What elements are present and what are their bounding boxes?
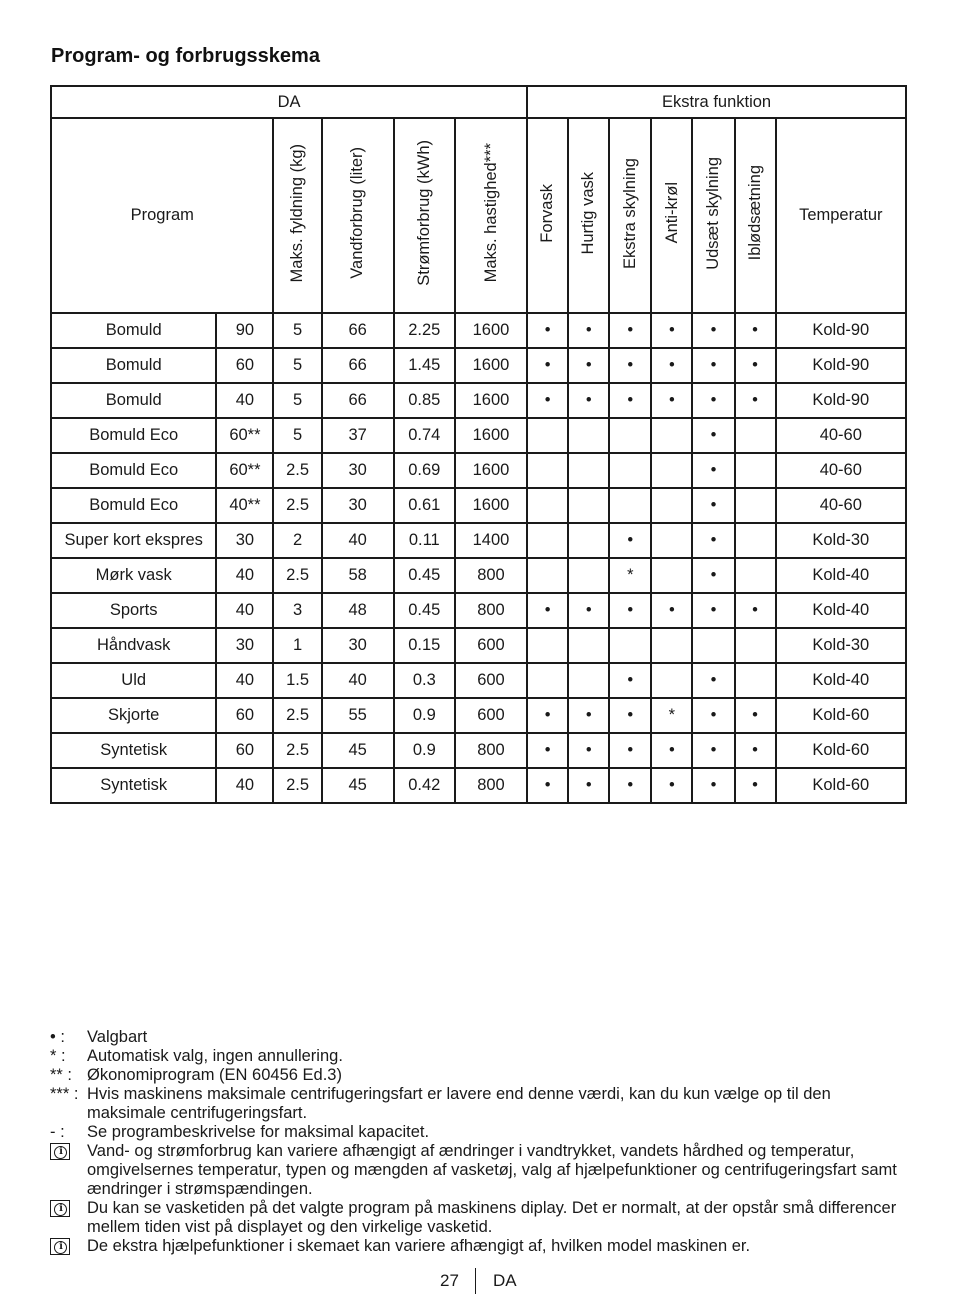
function-mark-cell: • bbox=[609, 768, 651, 803]
function-mark-cell: • bbox=[735, 383, 776, 418]
function-mark-cell bbox=[568, 523, 609, 558]
temp-cell: 30 bbox=[216, 523, 273, 558]
info-icon bbox=[50, 1238, 70, 1255]
function-mark-cell: • bbox=[692, 663, 734, 698]
extra-rinse-header-label: Ekstra skylning bbox=[621, 157, 640, 269]
function-mark-cell: • bbox=[735, 768, 776, 803]
speed-cell: 800 bbox=[455, 733, 527, 768]
table-row bbox=[51, 698, 906, 733]
program-name-cell: Bomuld bbox=[51, 348, 216, 383]
info-icon-glyph: i bbox=[59, 1241, 63, 1252]
table-row bbox=[51, 733, 906, 768]
footnote-text: Valgbart bbox=[87, 1028, 148, 1046]
function-mark-cell bbox=[568, 488, 609, 523]
temperature-range-cell: Kold-30 bbox=[776, 628, 906, 663]
function-mark-cell bbox=[651, 663, 692, 698]
function-mark-cell: • bbox=[568, 593, 609, 628]
info-note bbox=[50, 1199, 910, 1237]
program-name-cell: Syntetisk bbox=[51, 733, 216, 768]
table-row bbox=[51, 593, 906, 628]
function-mark-cell: • bbox=[609, 733, 651, 768]
soak-header-label: Iblødsætning bbox=[745, 165, 764, 261]
function-mark-cell bbox=[735, 488, 776, 523]
function-mark-cell bbox=[568, 628, 609, 663]
temperature-range-cell: Kold-40 bbox=[776, 558, 906, 593]
function-mark-cell: • bbox=[527, 593, 568, 628]
footnote-text: Hvis maskinens maksimale centrifugeringsfart er lavere end denne værdi, kan du kun vælge op til den maksimale centrifugeringsfart. bbox=[87, 1085, 831, 1122]
function-mark-cell: • bbox=[609, 663, 651, 698]
function-mark-cell: • bbox=[651, 733, 692, 768]
load-cell: 2.5 bbox=[273, 768, 321, 803]
temperature-range-cell: Kold-30 bbox=[776, 523, 906, 558]
temp-cell: 40 bbox=[216, 768, 273, 803]
extra-rinse-header bbox=[609, 118, 651, 313]
energy-cell: 1.45 bbox=[394, 348, 455, 383]
function-mark-cell bbox=[527, 523, 568, 558]
footnote-symbol: • : bbox=[50, 1028, 65, 1046]
function-mark-cell: • bbox=[692, 453, 734, 488]
speed-cell: 800 bbox=[455, 593, 527, 628]
function-mark-cell bbox=[568, 663, 609, 698]
function-mark-cell: • bbox=[651, 313, 692, 348]
energy-cell: 0.42 bbox=[394, 768, 455, 803]
temperature-range-cell: Kold-90 bbox=[776, 313, 906, 348]
energy-cell: 0.61 bbox=[394, 488, 455, 523]
load-cell: 2.5 bbox=[273, 488, 321, 523]
footnote-symbol: ** : bbox=[50, 1066, 73, 1084]
function-mark-cell bbox=[735, 418, 776, 453]
program-name-cell: Bomuld bbox=[51, 313, 216, 348]
function-mark-cell: • bbox=[651, 348, 692, 383]
function-mark-cell: • bbox=[568, 768, 609, 803]
function-mark-cell: • bbox=[692, 593, 734, 628]
rinse-hold-header bbox=[692, 118, 734, 313]
energy-cell: 0.45 bbox=[394, 593, 455, 628]
temperature-range-cell: Kold-60 bbox=[776, 698, 906, 733]
water-cell: 66 bbox=[322, 383, 394, 418]
info-note bbox=[50, 1237, 910, 1260]
water-cell: 40 bbox=[322, 523, 394, 558]
water-cell: 55 bbox=[322, 698, 394, 733]
function-mark-cell: • bbox=[527, 313, 568, 348]
function-mark-cell bbox=[651, 453, 692, 488]
program-name-cell: Mørk vask bbox=[51, 558, 216, 593]
function-mark-cell: • bbox=[735, 348, 776, 383]
water-cell: 66 bbox=[322, 313, 394, 348]
temp-cell: 60 bbox=[216, 698, 273, 733]
temp-cell: 40 bbox=[216, 663, 273, 698]
temperature-range-cell: 40-60 bbox=[776, 453, 906, 488]
function-mark-cell: • bbox=[527, 698, 568, 733]
speed-header bbox=[455, 118, 527, 313]
table-row bbox=[51, 488, 906, 523]
function-mark-cell bbox=[609, 628, 651, 663]
load-header bbox=[273, 118, 321, 313]
function-mark-cell: • bbox=[527, 348, 568, 383]
info-icon-wrap bbox=[50, 1142, 87, 1165]
function-mark-cell: • bbox=[735, 593, 776, 628]
table-row bbox=[51, 663, 906, 698]
function-mark-cell: • bbox=[651, 768, 692, 803]
function-mark-cell bbox=[735, 523, 776, 558]
water-header bbox=[322, 118, 394, 313]
water-cell: 37 bbox=[322, 418, 394, 453]
energy-cell: 2.25 bbox=[394, 313, 455, 348]
speed-cell: 1400 bbox=[455, 523, 527, 558]
temperature-range-cell: Kold-90 bbox=[776, 348, 906, 383]
function-mark-cell bbox=[692, 628, 734, 663]
rinse-hold-header-label: Udsæt skylning bbox=[704, 156, 723, 270]
language-header: DA bbox=[51, 86, 527, 118]
info-icon-glyph: i bbox=[59, 1146, 63, 1157]
program-name-cell: Sports bbox=[51, 593, 216, 628]
speed-header-label: Maks. hastighed*** bbox=[481, 143, 500, 283]
function-mark-cell bbox=[735, 453, 776, 488]
speed-cell: 600 bbox=[455, 628, 527, 663]
footnote bbox=[50, 1123, 910, 1142]
program-name-cell: Skjorte bbox=[51, 698, 216, 733]
function-mark-cell: • bbox=[568, 383, 609, 418]
program-name-cell: Håndvask bbox=[51, 628, 216, 663]
function-mark-cell: • bbox=[692, 418, 734, 453]
function-mark-cell: • bbox=[692, 523, 734, 558]
load-header-label: Maks. fyldning (kg) bbox=[288, 143, 307, 283]
speed-cell: 600 bbox=[455, 663, 527, 698]
temperature-range-cell: 40-60 bbox=[776, 418, 906, 453]
function-mark-cell: • bbox=[609, 593, 651, 628]
speed-cell: 1600 bbox=[455, 313, 527, 348]
function-mark-cell: • bbox=[609, 523, 651, 558]
water-cell: 30 bbox=[322, 488, 394, 523]
load-cell: 1.5 bbox=[273, 663, 321, 698]
function-mark-cell bbox=[527, 663, 568, 698]
program-header: Program bbox=[51, 118, 273, 313]
function-mark-cell: • bbox=[527, 383, 568, 418]
table-row bbox=[51, 313, 906, 348]
temperature-range-cell: Kold-60 bbox=[776, 768, 906, 803]
load-cell: 3 bbox=[273, 593, 321, 628]
temperature-range-cell: 40-60 bbox=[776, 488, 906, 523]
table-row bbox=[51, 453, 906, 488]
info-note-text: Du kan se vasketiden på det valgte program på maskinens diplay. Det er normalt, at der opstår små differencer mellem tiden vist på displayet og den virkelige vasketid. bbox=[87, 1199, 897, 1236]
speed-cell: 600 bbox=[455, 698, 527, 733]
info-icon-glyph: i bbox=[59, 1203, 63, 1214]
water-header-label: Vandforbrug (liter) bbox=[348, 147, 367, 279]
energy-cell: 0.9 bbox=[394, 698, 455, 733]
energy-cell: 0.11 bbox=[394, 523, 455, 558]
temperature-range-cell: Kold-40 bbox=[776, 593, 906, 628]
function-mark-cell: • bbox=[568, 313, 609, 348]
load-cell: 5 bbox=[273, 348, 321, 383]
energy-header-label: Strømforbrug (kWh) bbox=[415, 140, 434, 286]
water-cell: 45 bbox=[322, 768, 394, 803]
temperature-header: Temperatur bbox=[776, 118, 906, 313]
function-mark-cell: • bbox=[735, 313, 776, 348]
info-icon bbox=[50, 1143, 70, 1160]
footnotes bbox=[50, 1028, 910, 1260]
function-mark-cell: • bbox=[692, 768, 734, 803]
anti-crease-header-label: Anti-krøl bbox=[662, 182, 681, 244]
table-row bbox=[51, 628, 906, 663]
load-cell: 2.5 bbox=[273, 453, 321, 488]
page-title: Program- og forbrugsskema bbox=[51, 45, 320, 67]
footnote bbox=[50, 1085, 910, 1123]
function-mark-cell: • bbox=[692, 698, 734, 733]
temp-cell: 30 bbox=[216, 628, 273, 663]
function-mark-cell bbox=[568, 558, 609, 593]
temp-cell: 60 bbox=[216, 733, 273, 768]
function-mark-cell: • bbox=[568, 348, 609, 383]
program-name-cell: Bomuld bbox=[51, 383, 216, 418]
speed-cell: 1600 bbox=[455, 383, 527, 418]
function-mark-cell: • bbox=[735, 733, 776, 768]
function-mark-cell: • bbox=[609, 348, 651, 383]
function-mark-cell: * bbox=[651, 698, 692, 733]
function-mark-cell: • bbox=[692, 348, 734, 383]
table-row bbox=[51, 383, 906, 418]
load-cell: 2 bbox=[273, 523, 321, 558]
function-mark-cell: • bbox=[568, 698, 609, 733]
function-mark-cell: • bbox=[692, 488, 734, 523]
function-mark-cell: * bbox=[609, 558, 651, 593]
function-mark-cell: • bbox=[692, 383, 734, 418]
temp-cell: 60** bbox=[216, 418, 273, 453]
energy-cell: 0.69 bbox=[394, 453, 455, 488]
function-mark-cell bbox=[609, 418, 651, 453]
energy-header bbox=[394, 118, 455, 313]
temp-cell: 60** bbox=[216, 453, 273, 488]
function-mark-cell: • bbox=[609, 313, 651, 348]
water-cell: 45 bbox=[322, 733, 394, 768]
prewash-header bbox=[527, 118, 568, 313]
function-mark-cell: • bbox=[527, 768, 568, 803]
function-mark-cell: • bbox=[609, 698, 651, 733]
table-row bbox=[51, 348, 906, 383]
function-mark-cell bbox=[735, 663, 776, 698]
speed-cell: 1600 bbox=[455, 453, 527, 488]
speed-cell: 800 bbox=[455, 768, 527, 803]
function-mark-cell: • bbox=[692, 733, 734, 768]
footnote-symbol: *** : bbox=[50, 1085, 79, 1103]
function-mark-cell bbox=[568, 453, 609, 488]
prewash-header-label: Forvask bbox=[538, 183, 557, 243]
function-mark-cell: • bbox=[609, 383, 651, 418]
function-mark-cell: • bbox=[568, 733, 609, 768]
function-mark-cell bbox=[527, 418, 568, 453]
temp-cell: 60 bbox=[216, 348, 273, 383]
function-mark-cell bbox=[651, 418, 692, 453]
footnote bbox=[50, 1066, 910, 1085]
load-cell: 5 bbox=[273, 418, 321, 453]
temp-cell: 90 bbox=[216, 313, 273, 348]
water-cell: 30 bbox=[322, 453, 394, 488]
info-note-text: De ekstra hjælpefunktioner i skemaet kan variere afhængigt af, hvilken model maskinen er. bbox=[87, 1237, 751, 1255]
function-mark-cell: • bbox=[527, 733, 568, 768]
program-name-cell: Uld bbox=[51, 663, 216, 698]
energy-cell: 0.9 bbox=[394, 733, 455, 768]
function-mark-cell bbox=[527, 628, 568, 663]
temperature-range-cell: Kold-60 bbox=[776, 733, 906, 768]
load-cell: 2.5 bbox=[273, 558, 321, 593]
info-icon-wrap bbox=[50, 1199, 87, 1222]
info-note bbox=[50, 1142, 910, 1199]
page-number: 27 bbox=[440, 1271, 459, 1290]
temperature-range-cell: Kold-90 bbox=[776, 383, 906, 418]
function-mark-cell bbox=[609, 488, 651, 523]
soak-header bbox=[735, 118, 776, 313]
footnote bbox=[50, 1028, 910, 1047]
program-name-cell: Super kort ekspres bbox=[51, 523, 216, 558]
function-mark-cell: • bbox=[651, 593, 692, 628]
speed-cell: 800 bbox=[455, 558, 527, 593]
energy-cell: 0.15 bbox=[394, 628, 455, 663]
function-mark-cell bbox=[527, 488, 568, 523]
load-cell: 2.5 bbox=[273, 698, 321, 733]
function-mark-cell: • bbox=[651, 383, 692, 418]
temp-cell: 40 bbox=[216, 558, 273, 593]
table-row bbox=[51, 558, 906, 593]
function-mark-cell bbox=[651, 558, 692, 593]
program-name-cell: Syntetisk bbox=[51, 768, 216, 803]
speed-cell: 1600 bbox=[455, 348, 527, 383]
energy-cell: 0.45 bbox=[394, 558, 455, 593]
water-cell: 66 bbox=[322, 348, 394, 383]
function-mark-cell bbox=[568, 418, 609, 453]
table-row bbox=[51, 418, 906, 453]
footnote-text: Økonomiprogram (EN 60456 Ed.3) bbox=[87, 1066, 342, 1084]
quick-wash-header-label: Hurtig vask bbox=[579, 171, 598, 255]
function-mark-cell bbox=[651, 523, 692, 558]
temp-cell: 40** bbox=[216, 488, 273, 523]
function-mark-cell bbox=[735, 628, 776, 663]
load-cell: 1 bbox=[273, 628, 321, 663]
page-separator bbox=[475, 1268, 476, 1294]
program-name-cell: Bomuld Eco bbox=[51, 418, 216, 453]
speed-cell: 1600 bbox=[455, 488, 527, 523]
info-icon bbox=[50, 1200, 70, 1217]
speed-cell: 1600 bbox=[455, 418, 527, 453]
function-mark-cell bbox=[651, 488, 692, 523]
program-name-cell: Bomuld Eco bbox=[51, 488, 216, 523]
energy-cell: 0.85 bbox=[394, 383, 455, 418]
function-mark-cell bbox=[609, 453, 651, 488]
function-mark-cell bbox=[651, 628, 692, 663]
load-cell: 5 bbox=[273, 383, 321, 418]
water-cell: 48 bbox=[322, 593, 394, 628]
energy-cell: 0.3 bbox=[394, 663, 455, 698]
quick-wash-header bbox=[568, 118, 609, 313]
function-mark-cell: • bbox=[692, 313, 734, 348]
function-mark-cell bbox=[527, 453, 568, 488]
function-mark-cell: • bbox=[692, 558, 734, 593]
program-name-cell: Bomuld Eco bbox=[51, 453, 216, 488]
temp-cell: 40 bbox=[216, 383, 273, 418]
info-icon-wrap bbox=[50, 1237, 87, 1260]
footnote bbox=[50, 1047, 910, 1066]
energy-cell: 0.74 bbox=[394, 418, 455, 453]
footnote-text: Se programbeskrivelse for maksimal kapacitet. bbox=[87, 1123, 430, 1141]
program-table bbox=[50, 85, 907, 804]
footnote-symbol: - : bbox=[50, 1123, 65, 1141]
page-language: DA bbox=[493, 1271, 517, 1290]
temperature-range-cell: Kold-40 bbox=[776, 663, 906, 698]
table-row bbox=[51, 768, 906, 803]
footnote-symbol: * : bbox=[50, 1047, 66, 1065]
water-cell: 30 bbox=[322, 628, 394, 663]
function-mark-cell: • bbox=[735, 698, 776, 733]
footnote-text: Automatisk valg, ingen annullering. bbox=[87, 1047, 343, 1065]
anti-crease-header bbox=[651, 118, 692, 313]
temp-cell: 40 bbox=[216, 593, 273, 628]
function-mark-cell bbox=[735, 558, 776, 593]
info-note-text: Vand- og strømforbrug kan variere afhængigt af ændringer i vandtrykket, vandets hårdhed og temperatur, omgivelsernes temperatur, typen og mængden af vasketøj, valg af hjælpefunktioner og centrifugeringsfart samt ændringer i strømspændingen. bbox=[87, 1142, 897, 1198]
load-cell: 5 bbox=[273, 313, 321, 348]
function-mark-cell bbox=[527, 558, 568, 593]
water-cell: 58 bbox=[322, 558, 394, 593]
load-cell: 2.5 bbox=[273, 733, 321, 768]
extra-function-header: Ekstra funktion bbox=[527, 86, 906, 118]
table-row bbox=[51, 523, 906, 558]
water-cell: 40 bbox=[322, 663, 394, 698]
